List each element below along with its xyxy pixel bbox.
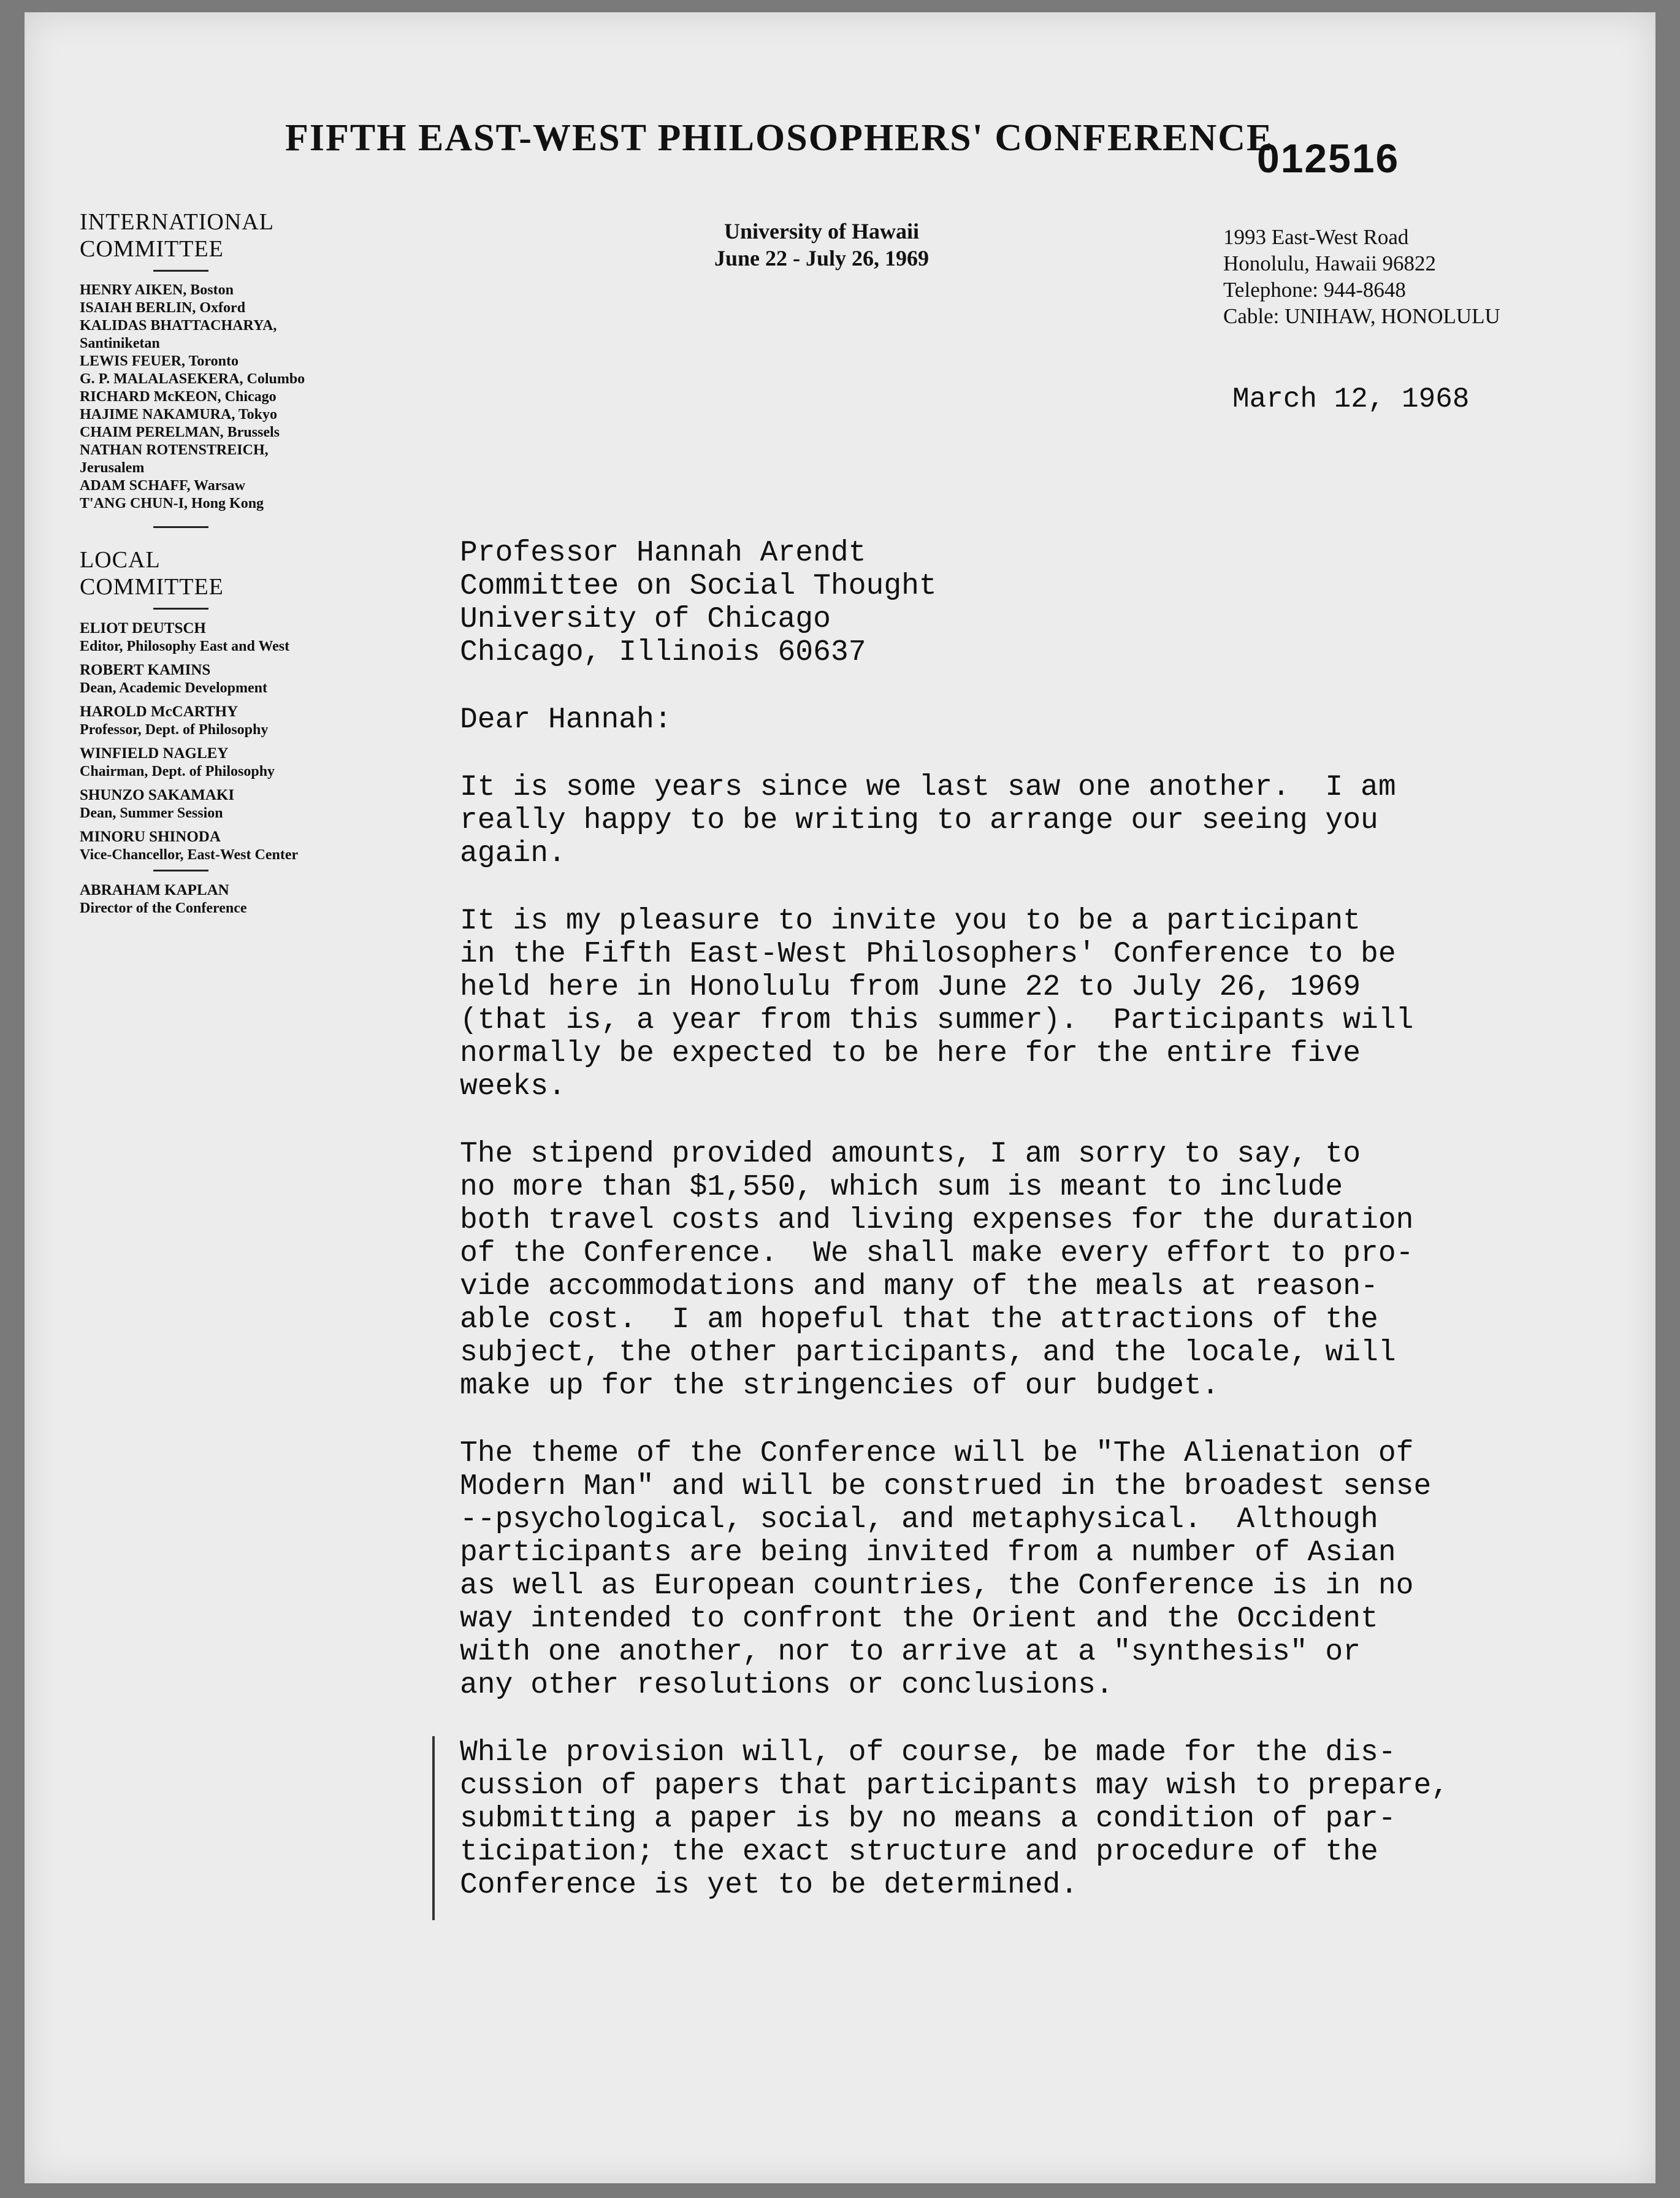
text-line: cussion of papers that participants may wish to prepare,: [460, 1769, 1449, 1802]
member-role: Dean, Summer Session: [80, 805, 223, 821]
member-name: MINORU SHINODA: [80, 829, 221, 845]
member-role: Director of the Conference: [80, 900, 247, 916]
text-line: subject, the other participants, and the locale, will: [460, 1336, 1396, 1369]
text-line: held here in Honolulu from June 22 to July 26, 1969: [460, 971, 1361, 1004]
member-name: WINFIELD NAGLEY: [80, 745, 229, 762]
letterhead-address: [1223, 224, 1500, 329]
committee-member: [80, 828, 423, 864]
salutation: [460, 703, 1551, 737]
text-line: While provision will, of course, be made for the dis-: [460, 1736, 1396, 1769]
handwritten-margin-mark: [432, 1736, 435, 1920]
committee-member: HENRY AIKEN, Boston: [80, 282, 234, 298]
local-committee-heading: [80, 546, 423, 600]
recipient-line: Professor Hannah Arendt: [460, 537, 866, 570]
text-line: It is my pleasure to invite you to be a participant: [460, 905, 1361, 938]
text-line: vide accommodations and many of the meals at reason-: [460, 1270, 1378, 1303]
heading-line: COMMITTEE: [80, 574, 224, 600]
letterhead-title: FIFTH EAST-WEST PHILOSOPHERS' CONFERENCE: [285, 117, 1273, 159]
address-line: Honolulu, Hawaii 96822: [1223, 251, 1437, 275]
text-line: --psychological, social, and metaphysical. Although: [460, 1503, 1378, 1536]
text-line: with one another, nor to arrive at a "synthesis" or: [460, 1636, 1361, 1669]
international-committee-list: [80, 281, 423, 513]
committee-member: ADAM SCHAFF, Warsaw: [80, 478, 246, 494]
letterhead-venue: University of Hawaii: [724, 219, 919, 243]
address-line: 1993 East-West Road: [1223, 225, 1409, 249]
text-line: Modern Man" and will be construed in the broadest sense: [460, 1470, 1432, 1503]
text-line: ticipation; the exact structure and procedure of the: [460, 1836, 1378, 1869]
heading-line: COMMITTEE: [80, 236, 224, 262]
text-line: again.: [460, 837, 566, 870]
paragraph: [460, 905, 1551, 1103]
committee-member: NATHAN ROTENSTREICH,: [80, 442, 269, 458]
member-role: Professor, Dept. of Philosophy: [80, 722, 269, 738]
member-role: Vice-Chancellor, East-West Center: [80, 847, 299, 863]
member-name: ROBERT KAMINS: [80, 662, 211, 678]
paragraph: [460, 1736, 1551, 1902]
text-line: Conference is yet to be determined.: [460, 1869, 1079, 1902]
member-name: ABRAHAM KAPLAN: [80, 882, 229, 898]
committee-member: [80, 703, 423, 738]
heading-line: INTERNATIONAL: [80, 209, 274, 235]
member-role: Dean, Academic Development: [80, 680, 267, 696]
letterhead-dates: June 22 - July 26, 1969: [714, 246, 930, 270]
recipient-line: Committee on Social Thought: [460, 570, 937, 603]
committee-member: [80, 745, 423, 780]
member-role: Editor, Philosophy East and West: [80, 638, 290, 654]
paragraph: [460, 771, 1551, 870]
text-line: normally be expected to be here for the entire five: [460, 1037, 1361, 1070]
text-line: any other resolutions or conclusions.: [460, 1669, 1113, 1702]
member-name: HAROLD McCARTHY: [80, 703, 239, 720]
committee-member: KALIDAS BHATTACHARYA,: [80, 318, 277, 334]
document-number-stamp: 012516: [1257, 136, 1400, 181]
divider: [153, 270, 208, 272]
divider: [153, 526, 208, 528]
recipient-line: University of Chicago: [460, 603, 831, 636]
text-line: weeks.: [460, 1070, 566, 1103]
text-line: in the Fifth East-West Philosophers' Conference to be: [460, 938, 1396, 971]
paragraph: [460, 1437, 1551, 1702]
text-line: The theme of the Conference will be "The Alienation of: [460, 1437, 1414, 1470]
letter-date: March 12, 1968: [1232, 383, 1470, 415]
international-committee-heading: [80, 209, 423, 262]
letter-body: [460, 537, 1551, 1936]
committee-member: CHAIM PERELMAN, Brussels: [80, 424, 280, 440]
salutation-line: Dear Hannah:: [460, 703, 672, 737]
address-line: Telephone: 944-8648: [1223, 278, 1406, 302]
committee-member: RICHARD McKEON, Chicago: [80, 389, 277, 405]
text-line: no more than $1,550, which sum is meant to include: [460, 1171, 1343, 1204]
letterhead-venue-block: [638, 218, 1006, 272]
text-line: make up for the stringencies of our budget.: [460, 1369, 1220, 1403]
member-name: SHUNZO SAKAMAKI: [80, 787, 235, 803]
text-line: submitting a paper is by no means a condition of par-: [460, 1802, 1396, 1836]
text-line: of the Conference. We shall make every effort to pro-: [460, 1237, 1414, 1270]
committee-sidebar: [80, 209, 423, 923]
text-line: really happy to be writing to arrange our seeing you: [460, 804, 1378, 837]
committee-member: T'ANG CHUN-I, Hong Kong: [80, 496, 264, 511]
local-committee-list: [80, 619, 423, 864]
recipient-address: [460, 537, 1551, 669]
text-line: able cost. I am hopeful that the attractions of the: [460, 1303, 1378, 1336]
committee-member: Jerusalem: [80, 460, 145, 476]
paragraph: [460, 1138, 1551, 1403]
text-line: It is some years since we last saw one another. I am: [460, 771, 1396, 804]
address-line: Cable: UNIHAW, HONOLULU: [1223, 304, 1500, 328]
divider: [153, 608, 208, 610]
text-line: way intended to confront the Orient and the Occident: [460, 1603, 1378, 1636]
text-line: (that is, a year from this summer). Participants will: [460, 1004, 1414, 1037]
committee-member: HAJIME NAKAMURA, Tokyo: [80, 407, 278, 423]
text-line: as well as European countries, the Conference is in no: [460, 1569, 1414, 1603]
text-line: The stipend provided amounts, I am sorry to say, to: [460, 1138, 1361, 1171]
text-line: participants are being invited from a number of Asian: [460, 1536, 1396, 1569]
committee-member: G. P. MALALASEKERA, Columbo: [80, 371, 305, 387]
member-role: Chairman, Dept. of Philosophy: [80, 764, 275, 779]
committee-member: [80, 619, 423, 655]
committee-member: LEWIS FEUER, Toronto: [80, 353, 239, 369]
text-line: both travel costs and living expenses for the duration: [460, 1204, 1414, 1237]
heading-line: LOCAL: [80, 547, 161, 573]
recipient-line: Chicago, Illinois 60637: [460, 636, 866, 669]
committee-member: [80, 786, 423, 822]
committee-member: Santiniketan: [80, 335, 160, 351]
conference-director: [80, 881, 423, 917]
committee-member: ISAIAH BERLIN, Oxford: [80, 300, 246, 316]
committee-member: [80, 661, 423, 697]
member-name: ELIOT DEUTSCH: [80, 620, 206, 637]
divider: [153, 870, 208, 871]
